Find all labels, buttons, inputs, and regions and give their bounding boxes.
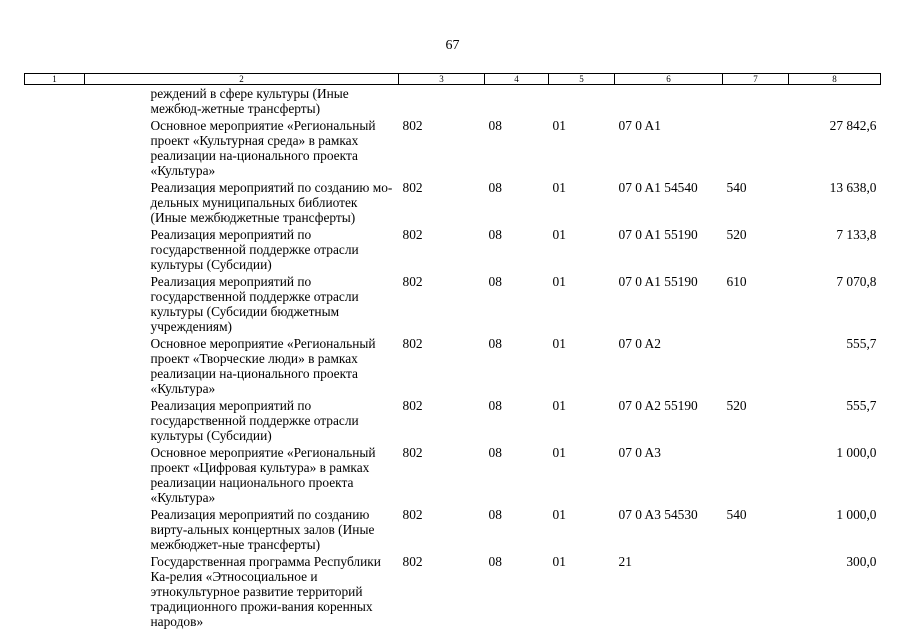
column-number-row: [25, 74, 881, 85]
amount: 300,0: [846, 554, 877, 569]
item-name: Реализация мероприятий по государственной поддержке отрасли культуры (Субсидии бюджетным учреждениям): [150, 274, 359, 334]
row-number-cell: [25, 227, 85, 274]
column-header: 2: [85, 74, 399, 85]
subsection-code: 01: [552, 554, 566, 569]
expense-type-code: [723, 118, 789, 180]
table-row: [25, 227, 881, 274]
target-article-code: [615, 85, 723, 119]
expense-type-code: [723, 85, 789, 119]
target-article-code: 07 0 A2: [618, 336, 661, 351]
table-row: [25, 507, 881, 554]
ministry-code: 802: [402, 398, 423, 413]
item-name: Реализация мероприятий по созданию вирту-альных концертных залов (Иные межбюджет-ные трансферты): [150, 507, 375, 552]
ministry-code: 802: [402, 336, 423, 351]
table-row: [25, 398, 881, 445]
amount: 555,7: [846, 398, 877, 413]
section-code: 08: [488, 507, 502, 522]
row-number-cell: [25, 507, 85, 554]
row-number-cell: [25, 118, 85, 180]
item-name: Основное мероприятие «Региональный проект «Цифровая культура» в рамках реализации национального проекта «Культура»: [150, 445, 376, 505]
amount: [789, 85, 881, 119]
target-article-code: 07 0 A1 55190: [618, 227, 698, 242]
column-header: 5: [549, 74, 615, 85]
item-name: Основное мероприятие «Региональный проект «Творческие люди» в рамках реализации на-ционального проекта «Культура»: [150, 336, 376, 396]
row-number-cell: [25, 336, 85, 398]
table-row: [25, 274, 881, 336]
subsection-code: 01: [552, 445, 566, 460]
amount: 27 842,6: [829, 118, 877, 133]
ministry-code: 802: [402, 445, 423, 460]
subsection-code: [549, 85, 615, 119]
subsection-code: 01: [552, 507, 566, 522]
section-code: 08: [488, 118, 502, 133]
ministry-code: 802: [402, 118, 423, 133]
table-row: [25, 336, 881, 398]
section-code: 08: [488, 274, 502, 289]
target-article-code: 07 0 A1 55190: [618, 274, 698, 289]
target-article-code: 07 0 A2 55190: [618, 398, 698, 413]
subsection-code: 01: [552, 274, 566, 289]
row-number-cell: [25, 180, 85, 227]
amount: 555,7: [846, 336, 877, 351]
item-name: реждений в сфере культуры (Иные межбюд-жетные трансферты): [150, 86, 349, 116]
table-row: [25, 180, 881, 227]
expense-type-code: 610: [726, 274, 747, 289]
ministry-code: [399, 85, 485, 119]
amount: 1 000,0: [836, 507, 877, 522]
expense-type-code: 520: [726, 398, 747, 413]
target-article-code: 07 0 A1: [618, 118, 661, 133]
ministry-code: 802: [402, 180, 423, 195]
column-header: 4: [485, 74, 549, 85]
amount: 7 133,8: [836, 227, 877, 242]
row-number-cell: [25, 398, 85, 445]
section-code: 08: [488, 180, 502, 195]
table-row: [25, 445, 881, 507]
subsection-code: 01: [552, 118, 566, 133]
expense-type-code: 520: [726, 227, 747, 242]
section-code: 08: [488, 336, 502, 351]
subsection-code: 01: [552, 180, 566, 195]
table-row: [25, 85, 881, 119]
expense-type-code: 540: [726, 507, 747, 522]
subsection-code: 01: [552, 227, 566, 242]
item-name: Реализация мероприятий по государственной поддержке отрасли культуры (Субсидии): [150, 398, 359, 443]
target-article-code: 07 0 A1 54540: [618, 180, 698, 195]
target-article-code: 07 0 A3 54530: [618, 507, 698, 522]
table-row: [25, 554, 881, 631]
subsection-code: 01: [552, 398, 566, 413]
item-name: Основное мероприятие «Региональный проект «Культурная среда» в рамках реализации на-ционального проекта «Культура»: [150, 118, 376, 178]
section-code: [485, 85, 549, 119]
row-number-cell: [25, 85, 85, 119]
section-code: 08: [488, 445, 502, 460]
budget-table: [24, 73, 881, 631]
target-article-code: 07 0 A3: [618, 445, 661, 460]
amount: 7 070,8: [836, 274, 877, 289]
row-number-cell: [25, 445, 85, 507]
target-article-code: 21: [618, 554, 632, 569]
column-header: 8: [789, 74, 881, 85]
column-header: 1: [25, 74, 85, 85]
ministry-code: 802: [402, 507, 423, 522]
item-name: Государственная программа Республики Ка-релия «Этносоциальное и этнокультурное развитие территорий традиционного прожи-вания коренных народов»: [150, 554, 381, 629]
table-row: [25, 118, 881, 180]
section-code: 08: [488, 227, 502, 242]
item-name: Реализация мероприятий по созданию мо-дельных муниципальных библиотек (Иные межбюджетные трансферты): [150, 180, 393, 225]
amount: 13 638,0: [829, 180, 877, 195]
page-number: 67: [445, 38, 460, 53]
expense-type-code: [723, 336, 789, 398]
ministry-code: 802: [402, 274, 423, 289]
section-code: 08: [488, 398, 502, 413]
column-header: 6: [615, 74, 723, 85]
row-number-cell: [25, 274, 85, 336]
section-code: 08: [488, 554, 502, 569]
table-body: [25, 85, 881, 632]
subsection-code: 01: [552, 336, 566, 351]
column-header: 7: [723, 74, 789, 85]
ministry-code: 802: [402, 554, 423, 569]
amount: 1 000,0: [836, 445, 877, 460]
table-header: [25, 74, 881, 85]
item-name: Реализация мероприятий по государственной поддержке отрасли культуры (Субсидии): [150, 227, 359, 272]
column-header: 3: [399, 74, 485, 85]
expense-type-code: [723, 554, 789, 631]
expense-type-code: [723, 445, 789, 507]
ministry-code: 802: [402, 227, 423, 242]
row-number-cell: [25, 554, 85, 631]
expense-type-code: 540: [726, 180, 747, 195]
